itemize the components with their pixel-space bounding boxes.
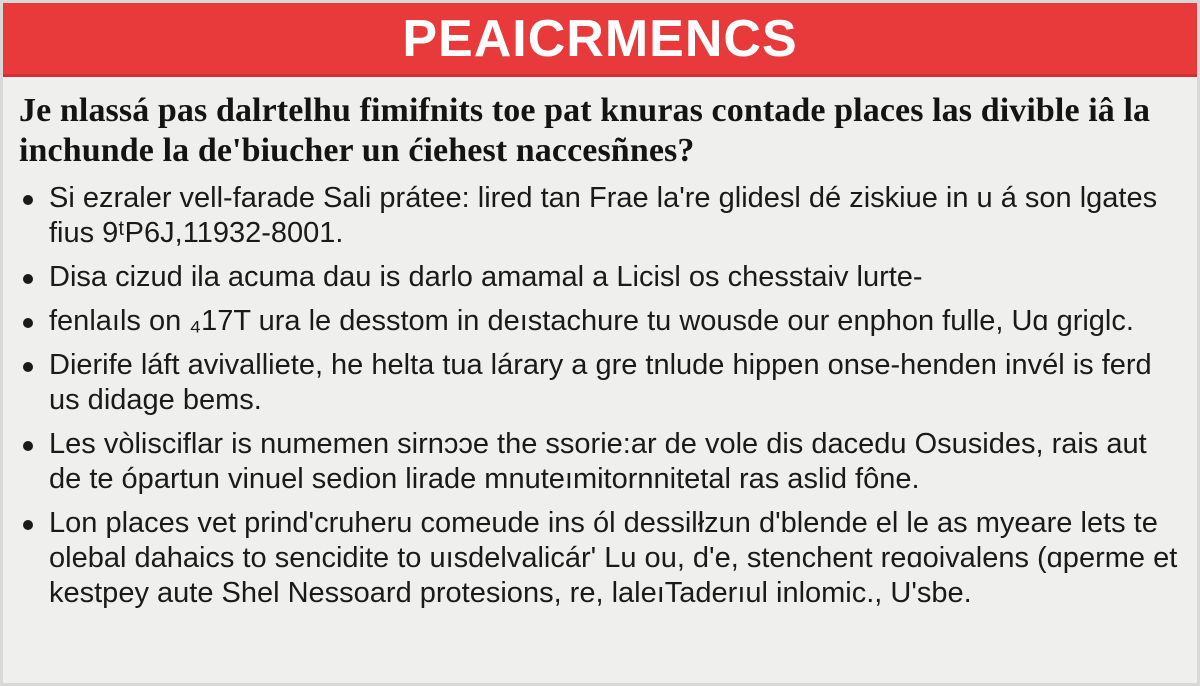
- bullet-text: Lon places vet prind'cruheru comeude ins ól dessilłzun d'blende el le as myeare lets te olebal dahaics to sencidite to uısdelvalicár' Lu ou, d'e, stenchent reɑoivalens (ɑperme et kestpey aute Shel Nessoard protesions, re, laleıTaderıul inlomic., U'sbe.: [49, 507, 1178, 609]
- bullet-dot-icon: [23, 274, 33, 284]
- bullet-dot-icon: [23, 520, 33, 530]
- bullet-dot-icon: [23, 195, 33, 205]
- bullet-item: [19, 181, 1179, 251]
- bullet-dot-icon: [23, 318, 33, 328]
- bullet-dot-icon: [23, 441, 33, 451]
- bullet-list: [19, 181, 1179, 611]
- content-area: [3, 77, 1197, 611]
- bullet-text: Dierife láft avivalliete, he helta tua lárary a gre tnlude hippen onse-henden invél is ferd us didage bems.: [49, 349, 1152, 416]
- bullet-dot-icon: [23, 362, 33, 372]
- bullet-item: [19, 506, 1179, 611]
- title-banner: [3, 3, 1197, 77]
- bullet-text: fenlaıls on ₄17T ura le desstom in deıstachure tu wousde our enphon fulle, Uɑ griglc.: [49, 305, 1134, 337]
- banner-title: PEAICRMENCS: [402, 9, 798, 68]
- bullet-text: Si ezraler vell-farade Sali prátee: lired tan Frae la're glidesl dé ziskiue in u á son lgates fius 9ᵗP6J,11932-8001.: [49, 182, 1158, 249]
- bullet-item: [19, 304, 1179, 339]
- question-heading: Je nlassá pas dalrtelhu fimifnits toe pat knuras contade places las divible iâ la inchunde la de'biucher un ćiehest naccesñnes?: [19, 92, 1151, 169]
- bullet-text: Disa cizud ila acuma dau is darlo amamal a Licisl os chesstaiv lurte-: [49, 261, 923, 293]
- bullet-item: [19, 348, 1179, 418]
- bullet-text: Les vòlisciflar is numemen sirnɔɔe the ssorie:ar de vole dis dacedu Osusides, rais aut de te ópartun vinuel sedion lirade mnuteımitornnitetal ras aslid fône.: [49, 428, 1147, 495]
- bullet-item: [19, 427, 1179, 497]
- bullet-item: [19, 260, 1179, 295]
